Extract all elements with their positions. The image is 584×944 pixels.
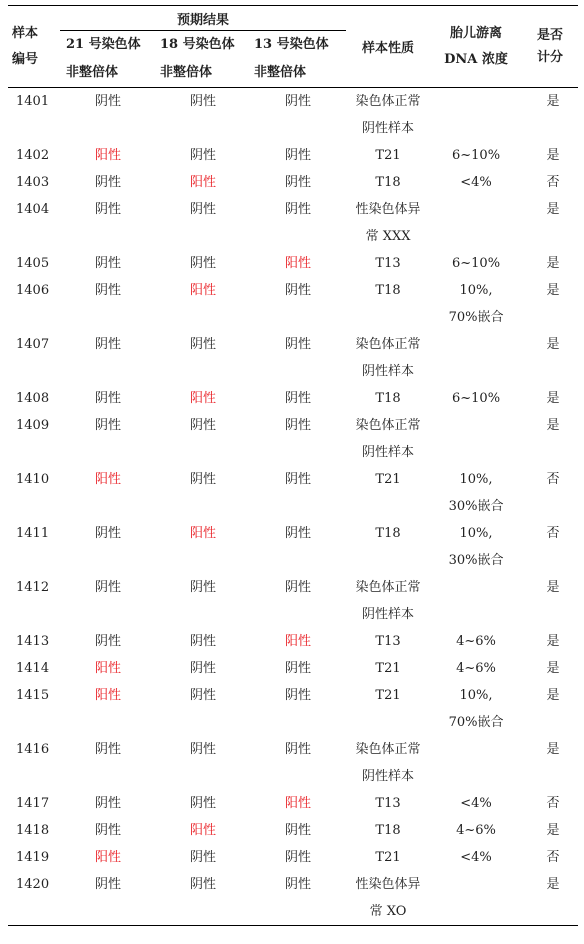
table-header [8, 6, 578, 88]
result-c13-cell: 阴性 [285, 526, 312, 541]
result-c18-cell: 阳性 [189, 823, 216, 838]
table-row [8, 574, 578, 628]
sample-nature-cell [346, 817, 430, 844]
sample-id-cell: 1408 [16, 391, 50, 406]
fetal-dna-cell [430, 817, 522, 844]
sample-id-cell: 1401 [16, 94, 50, 109]
sample-nature-line: T13 [375, 256, 401, 271]
scored-cell: 是 [546, 283, 560, 298]
sample-nature-line: 阴性样本 [362, 364, 415, 379]
result-c18-cell: 阴性 [189, 418, 216, 433]
sample-id-cell: 1416 [16, 742, 50, 757]
scored-cell: 是 [546, 742, 560, 757]
table-row [8, 277, 578, 331]
fetal-dna-line: 70%嵌合 [448, 310, 504, 325]
header-chr18-line2: 非整倍体 [160, 65, 213, 80]
fetal-dna-line: 30%嵌合 [448, 499, 504, 514]
sample-nature-line: 阴性样本 [362, 121, 415, 136]
sample-nature-line: T21 [375, 472, 401, 487]
fetal-dna-cell [430, 277, 522, 331]
scored-cell: 是 [546, 256, 560, 271]
result-c13-cell: 阴性 [285, 688, 312, 703]
header-expected-results: 预期结果 [60, 6, 346, 31]
result-c18-cell: 阳性 [189, 175, 216, 190]
sample-nature-cell [346, 466, 430, 520]
fetal-dna-line: 4~6% [456, 634, 496, 649]
result-c18-cell: 阴性 [189, 634, 216, 649]
sample-id-cell: 1417 [16, 796, 50, 811]
header-sample-nature: 样本性质 [346, 6, 430, 88]
result-c13-cell: 阴性 [250, 871, 346, 926]
table-row [8, 790, 578, 817]
fetal-dna-line: <4% [460, 850, 492, 865]
fetal-dna-line: 10%, [459, 526, 493, 541]
scored-cell: 否 [546, 175, 560, 190]
result-c13-cell: 阴性 [285, 742, 312, 757]
header-chr18 [156, 31, 250, 88]
sample-nature-line: T13 [375, 796, 401, 811]
result-c21-cell: 阴性 [94, 202, 121, 217]
result-c21-cell: 阴性 [94, 634, 121, 649]
result-c13-cell: 阴性 [285, 580, 312, 595]
result-c13-cell: 阴性 [285, 472, 312, 487]
sample-nature-cell [346, 331, 430, 385]
sample-nature-line: T21 [375, 661, 401, 676]
sample-nature-line: 染色体正常 [355, 94, 421, 109]
scored-cell: 是 [546, 634, 560, 649]
sample-id-cell: 1410 [16, 472, 50, 487]
result-c13-cell: 阴性 [285, 202, 312, 217]
result-c13-cell: 阳性 [285, 796, 312, 811]
sample-nature-line: 染色体正常 [355, 337, 421, 352]
result-c21-cell: 阴性 [94, 742, 121, 757]
result-c13-cell: 阴性 [285, 850, 312, 865]
sample-nature-cell [346, 736, 430, 790]
header-fetal-dna-line1: 胎儿游离 [450, 25, 503, 41]
sample-nature-cell [346, 574, 430, 628]
sample-id-cell: 1409 [16, 418, 50, 433]
fetal-dna-cell [430, 250, 522, 277]
sample-id-cell: 1419 [16, 850, 50, 865]
sample-id-cell: 1406 [16, 283, 50, 298]
header-fetal-dna-line2: DNA 浓度 [444, 51, 508, 67]
sample-nature-line: 性染色体异 [355, 202, 421, 217]
sample-nature-cell [346, 520, 430, 574]
sample-nature-line: 常 XXX [365, 229, 411, 244]
result-c18-cell: 阴性 [189, 580, 216, 595]
sample-nature-line: T18 [375, 391, 401, 406]
header-chr21-line1: 21 号染色体 [66, 37, 141, 52]
fetal-dna-line: 10%, [459, 472, 493, 487]
sample-nature-cell [346, 412, 430, 466]
result-c21-cell: 阴性 [94, 256, 121, 271]
table-row [8, 736, 578, 790]
result-c21-cell: 阴性 [94, 418, 121, 433]
table-row [8, 871, 578, 926]
result-c18-cell: 阴性 [189, 256, 216, 271]
header-sample-id-line2: 编号 [12, 51, 39, 67]
sample-id-cell: 1402 [16, 148, 50, 163]
sample-nature-cell [346, 196, 430, 250]
result-c18-cell: 阴性 [189, 94, 216, 109]
scored-cell: 是 [546, 94, 560, 109]
result-c18-cell: 阴性 [189, 661, 216, 676]
sample-id-cell: 1420 [8, 871, 60, 926]
sample-nature-cell [346, 250, 430, 277]
sample-nature-cell [346, 142, 430, 169]
sample-nature-cell [346, 385, 430, 412]
sample-nature-cell [346, 682, 430, 736]
fetal-dna-line: 10%, [459, 283, 493, 298]
table-row [8, 169, 578, 196]
fetal-dna-cell [430, 655, 522, 682]
fetal-dna-cell [430, 844, 522, 871]
sample-id-cell: 1411 [16, 526, 50, 541]
fetal-dna-cell [430, 682, 522, 736]
result-c13-cell: 阴性 [285, 337, 312, 352]
sample-nature-line: T18 [375, 823, 401, 838]
sample-nature-line: T13 [375, 634, 401, 649]
fetal-dna-cell [430, 142, 522, 169]
scored-cell: 是 [546, 202, 560, 217]
result-c21-cell: 阴性 [94, 526, 121, 541]
scored-cell: 是 [546, 823, 560, 838]
header-scored [522, 6, 578, 88]
sample-id-cell: 1413 [16, 634, 50, 649]
sample-nature-line: T21 [375, 688, 401, 703]
result-c13-cell: 阳性 [285, 634, 312, 649]
result-c21-cell: 阴性 [94, 796, 121, 811]
table-row [8, 655, 578, 682]
header-chr13-line1: 13 号染色体 [254, 37, 329, 52]
sample-nature-line: 阴性样本 [362, 769, 415, 784]
fetal-dna-line: <4% [460, 175, 492, 190]
table-row [8, 142, 578, 169]
result-c18-cell: 阴性 [156, 871, 250, 926]
table-row [8, 844, 578, 871]
fetal-dna-cell [430, 628, 522, 655]
sample-nature-cell [346, 277, 430, 331]
sample-nature-line: T18 [375, 526, 401, 541]
scored-cell: 否 [546, 526, 560, 541]
table-row [8, 196, 578, 250]
result-c13-cell: 阴性 [285, 418, 312, 433]
scored-cell: 否 [546, 472, 560, 487]
scored-cell: 否 [546, 796, 560, 811]
sample-nature-line: 性染色体异 [355, 877, 421, 892]
result-c18-cell: 阴性 [189, 472, 216, 487]
result-c13-cell: 阴性 [285, 94, 312, 109]
result-c13-cell: 阴性 [285, 148, 312, 163]
fetal-dna-line: 6~10% [452, 391, 501, 406]
result-c21-cell: 阳性 [94, 850, 121, 865]
scored-cell: 是 [546, 688, 560, 703]
sample-nature-cell [346, 844, 430, 871]
sample-id-cell: 1412 [16, 580, 50, 595]
sample-id-cell: 1415 [16, 688, 50, 703]
scored-cell: 是 [546, 391, 560, 406]
sample-nature-line: 阴性样本 [362, 445, 415, 460]
fetal-dna-line: 6~10% [452, 256, 501, 271]
result-c21-cell: 阳性 [94, 688, 121, 703]
fetal-dna-line: 4~6% [456, 661, 496, 676]
sample-id-cell: 1407 [16, 337, 50, 352]
result-c21-cell: 阳性 [94, 661, 121, 676]
result-c18-cell: 阳性 [189, 526, 216, 541]
result-c21-cell: 阴性 [94, 823, 121, 838]
fetal-dna-cell [430, 196, 522, 250]
header-sample-id-line1: 样本 [12, 25, 39, 41]
result-c18-cell: 阴性 [189, 148, 216, 163]
header-fetal-dna [430, 6, 522, 88]
table-row [8, 466, 578, 520]
fetal-dna-cell [430, 736, 522, 790]
fetal-dna-cell [430, 412, 522, 466]
fetal-dna-cell [430, 385, 522, 412]
sample-nature-cell [346, 655, 430, 682]
result-c18-cell: 阴性 [189, 688, 216, 703]
fetal-dna-line: 10%, [459, 688, 493, 703]
scored-cell: 是 [546, 337, 560, 352]
result-c21-cell: 阴性 [94, 337, 121, 352]
fetal-dna-cell [430, 331, 522, 385]
sample-id-cell: 1403 [16, 175, 50, 190]
header-chr21-line2: 非整倍体 [66, 65, 119, 80]
result-c18-cell: 阴性 [189, 742, 216, 757]
result-c21-cell: 阴性 [94, 175, 121, 190]
result-c13-cell: 阴性 [285, 175, 312, 190]
table-row [8, 250, 578, 277]
fetal-dna-cell [430, 574, 522, 628]
header-chr18-line1: 18 号染色体 [160, 37, 235, 52]
scored-cell: 是 [546, 580, 560, 595]
sample-id-cell: 1405 [16, 256, 50, 271]
sample-nature-cell [346, 790, 430, 817]
table-row [8, 520, 578, 574]
sample-nature-line: T21 [375, 850, 401, 865]
header-scored-line2: 计分 [537, 49, 564, 65]
fetal-dna-cell [430, 169, 522, 196]
result-c18-cell: 阳性 [189, 283, 216, 298]
result-c21-cell: 阳性 [94, 148, 121, 163]
sample-id-cell: 1418 [16, 823, 50, 838]
result-c13-cell: 阴性 [285, 823, 312, 838]
fetal-dna-cell [430, 88, 522, 143]
header-chr21 [60, 31, 156, 88]
result-c18-cell: 阳性 [189, 391, 216, 406]
sample-nature-line: 染色体正常 [355, 580, 421, 595]
fetal-dna-cell [430, 520, 522, 574]
sample-nature-line: 阴性样本 [362, 607, 415, 622]
result-c18-cell: 阴性 [189, 202, 216, 217]
table-row [8, 628, 578, 655]
fetal-dna-line: 30%嵌合 [448, 553, 504, 568]
scored-cell: 是 [546, 418, 560, 433]
header-sample-id [8, 6, 60, 88]
sample-id-cell: 1404 [16, 202, 50, 217]
table-row [8, 817, 578, 844]
fetal-dna-line: <4% [460, 796, 492, 811]
result-c21-cell: 阴性 [60, 871, 156, 926]
header-chr13-line2: 非整倍体 [254, 65, 307, 80]
table-row [8, 331, 578, 385]
sample-nature-line: T18 [375, 175, 401, 190]
sample-nature-line: 常 XO [369, 904, 407, 919]
table-row [8, 412, 578, 466]
result-c18-cell: 阴性 [189, 337, 216, 352]
sample-nature-cell [346, 628, 430, 655]
fetal-dna-line: 4~6% [456, 823, 496, 838]
results-table-container [8, 5, 578, 926]
result-c21-cell: 阳性 [94, 472, 121, 487]
fetal-dna-cell [430, 790, 522, 817]
result-c21-cell: 阴性 [94, 283, 121, 298]
fetal-dna-cell [430, 871, 522, 926]
table-body [8, 88, 578, 926]
results-table [8, 5, 578, 926]
sample-nature-line: 染色体正常 [355, 418, 421, 433]
table-row [8, 88, 578, 143]
result-c21-cell: 阴性 [94, 391, 121, 406]
scored-cell: 是 [522, 871, 578, 926]
header-chr13 [250, 31, 346, 88]
sample-nature-line: T18 [375, 283, 401, 298]
result-c13-cell: 阴性 [285, 283, 312, 298]
scored-cell: 是 [546, 661, 560, 676]
result-c13-cell: 阴性 [285, 661, 312, 676]
fetal-dna-line: 6~10% [452, 148, 501, 163]
result-c21-cell: 阴性 [94, 580, 121, 595]
sample-nature-cell [346, 88, 430, 143]
result-c13-cell: 阳性 [285, 256, 312, 271]
sample-nature-line: T21 [375, 148, 401, 163]
result-c13-cell: 阴性 [285, 391, 312, 406]
fetal-dna-line: 70%嵌合 [448, 715, 504, 730]
header-scored-line1: 是否 [537, 27, 564, 43]
fetal-dna-cell [430, 466, 522, 520]
table-row [8, 385, 578, 412]
sample-nature-line: 染色体正常 [355, 742, 421, 757]
sample-nature-cell [346, 871, 430, 926]
scored-cell: 否 [546, 850, 560, 865]
result-c18-cell: 阴性 [189, 796, 216, 811]
table-row [8, 682, 578, 736]
result-c21-cell: 阴性 [94, 94, 121, 109]
sample-id-cell: 1414 [16, 661, 50, 676]
result-c18-cell: 阴性 [189, 850, 216, 865]
sample-nature-cell [346, 169, 430, 196]
scored-cell: 是 [546, 148, 560, 163]
